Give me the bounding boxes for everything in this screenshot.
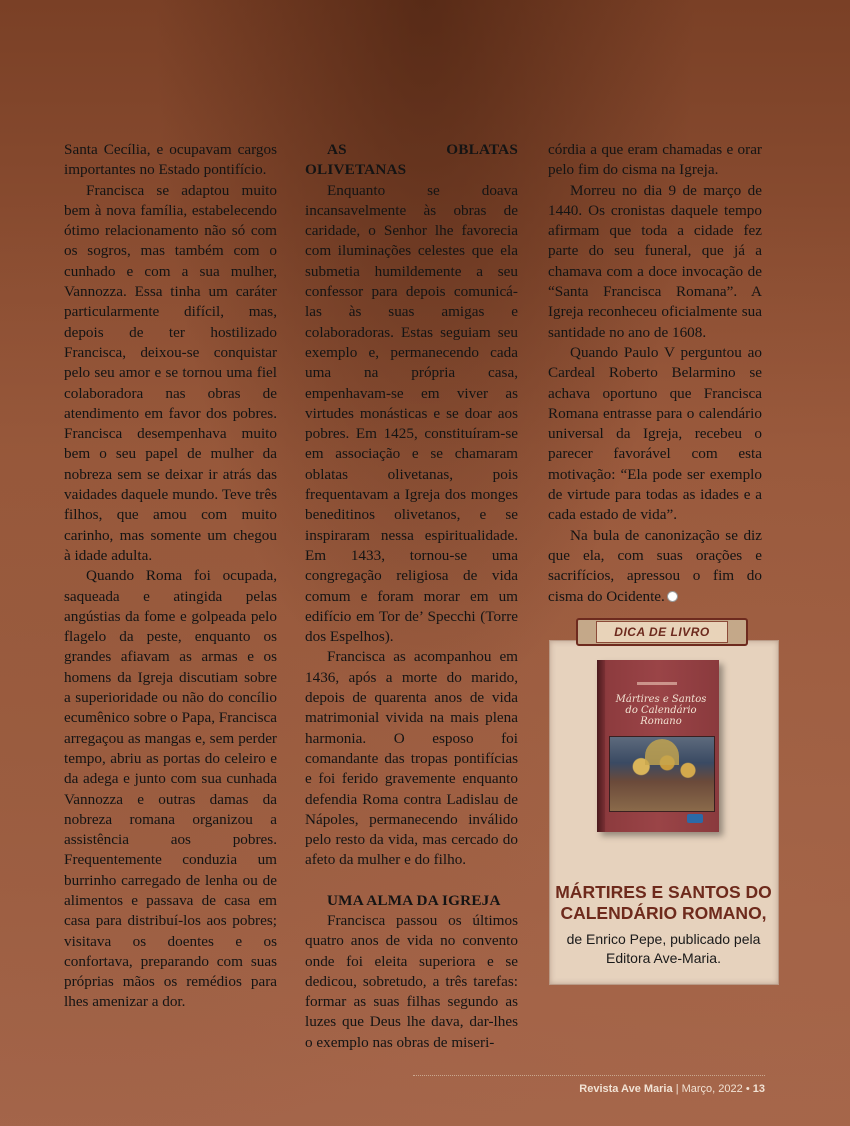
- article-column-1: [64, 140, 277, 1013]
- footer-separator: |: [675, 1083, 679, 1095]
- paragraph: Quando Paulo V perguntou ao Cardeal Roberto Belarmino se achava oportuno que Francisca Romana entrasse para o calendário universal da Igreja, recebeu o parecer favorável com esta motivação: “Ela pode ser exemplo de virtude para todas as idades e a cada estado de vida”.: [548, 343, 762, 524]
- page-number: 13: [752, 1083, 765, 1095]
- book-cover-image: [597, 660, 719, 832]
- book-credit: de Enrico Pepe, publicado pela Editora Ave-Maria.: [566, 931, 761, 966]
- paragraph: Enquanto se doava incansavelmente às obras de caridade, o Senhor lhe favorecia com iluminações celestes que ela submetia humildemente a seu confessor para depois comunicá-las às suas amigas e colaboradoras. Estas seguiam seu exemplo e, permanecendo cada uma na própria casa, empenhavam-se em viver as virtudes monásticas e se doar aos pobres. Em 1425, constituíram-se em associação e se chamaram oblatas olivetanas, pois frequentavam a Igreja dos monges beneditinos olivetanos, e se inspiraram nessa espiritualidade. Em 1433, tornou-se uma congregação religiosa de vida comum e foram morar em um edifício em Tor de’ Specchi (Torre dos Espelhos).: [305, 181, 518, 646]
- section-heading: UMA ALMA DA IGREJA: [327, 891, 501, 909]
- paragraph: Santa Cecília, e ocupavam cargos importantes no Estado pontifício.: [64, 141, 277, 179]
- book-cover-author-line: [637, 682, 677, 685]
- footer-divider: [413, 1075, 765, 1076]
- issue-date: Março, 2022: [681, 1083, 743, 1095]
- page-footer: [413, 1083, 765, 1095]
- book-tip-label: DICA DE LIVRO: [596, 621, 728, 643]
- book-cover-title: Mártires e Santos do Calendário Romano: [615, 694, 707, 727]
- publisher-logo-icon: [687, 814, 703, 823]
- paragraph: Francisca passou os últimos quatro anos de vida no convento onde foi eleita superiora e se dedicou, sobretudo, a três tarefas: formar as suas filhas segundo as luzes que Deus lhe dava, dar-lhes o exemplo nas obras de miseri-: [305, 911, 518, 1051]
- book-cover-painting: [609, 736, 715, 812]
- article-column-2: [305, 140, 518, 1053]
- paragraph: Francisca as acompanhou em 1436, após a morte do marido, depois de quarenta anos de vida matrimonial vivida na mais plena harmonia. O esposo foi comandante das tropas pontifícias e foi ferido gravemente enquanto defendia Roma contra Ladislau de Nápoles, permanecendo inválido pelo resto da vida, mas cercado do afeto da mulher e do filho.: [305, 648, 518, 869]
- book-spine: [597, 660, 605, 832]
- book-cover-arch: [645, 739, 679, 765]
- footer-bullet: •: [745, 1083, 750, 1095]
- paragraph-last: [548, 526, 762, 607]
- paragraph: córdia a que eram chamadas e orar pelo fim do cisma na Igreja.: [548, 141, 762, 179]
- book-tip-banner: [576, 618, 748, 646]
- end-of-article-icon: [667, 591, 678, 602]
- paragraph: Francisca se adaptou muito bem à nova família, estabelecendo ótimo relacionamento não só com os sogros, mas também com o cunhado e com a sua mulher, Vannozza. Essa tinha um caráter particularmente difícil, mas, depois de ter hostilizado Francisca, deixou-se conquistar pelo seu amor e se tornou uma fiel colaboradora nas obras de atendimento em favor dos pobres. Francisca desempenhava muito bem o seu papel de mulher da nobreza sem se deixar ir atrás das vaidades daquele mundo. Teve três filhos, que amou com muito carinho, mas somente um chegou à idade adulta.: [64, 181, 277, 564]
- book-title: MÁRTIRES E SANTOS DO CALENDÁRIO ROMANO,: [555, 882, 772, 923]
- paragraph: Morreu no dia 9 de março de 1440. Os cronistas daquele tempo afirmam que toda a cidade fez parte do seu funeral, que já a chamava com a doce invocação de “Santa Francisca Romana”. A Igreja reconheceu oficialmente sua santidade no ano de 1608.: [548, 181, 762, 341]
- paragraph: Quando Roma foi ocupada, saqueada e atingida pelas angústias da fome e golpeada pelo flagelo da peste, enquanto os grandes afiavam as armas e os homens da Igreja discutiam sobre a superioridade ou não do concílio ecumênico sobre o Papa, Francisca arregaçou as mangas e, sem perder tempo, abriu as portas do celeiro e da adega e junto com sua cunhada Vannozza e outras damas da nobreza romana organizou a assistência aos pobres. Frequentemente conduzia um burrinho carregado de lenha ou de alimentos e passava de casa em casa para distribuí-los aos pobres; visitava os doentes e os confortava, preparando com suas próprias mãos os remédios para lhes amenizar a dor.: [64, 567, 277, 1011]
- article-column-3: [548, 140, 762, 607]
- magazine-name: Revista Ave Maria: [579, 1083, 673, 1095]
- paragraph-text: Na bula de canonização se diz que ela, com suas orações e sacrifícios, apressou o fim do cisma do Ocidente.: [548, 526, 762, 605]
- section-heading: AS OBLATAS OLIVETANAS: [305, 141, 518, 179]
